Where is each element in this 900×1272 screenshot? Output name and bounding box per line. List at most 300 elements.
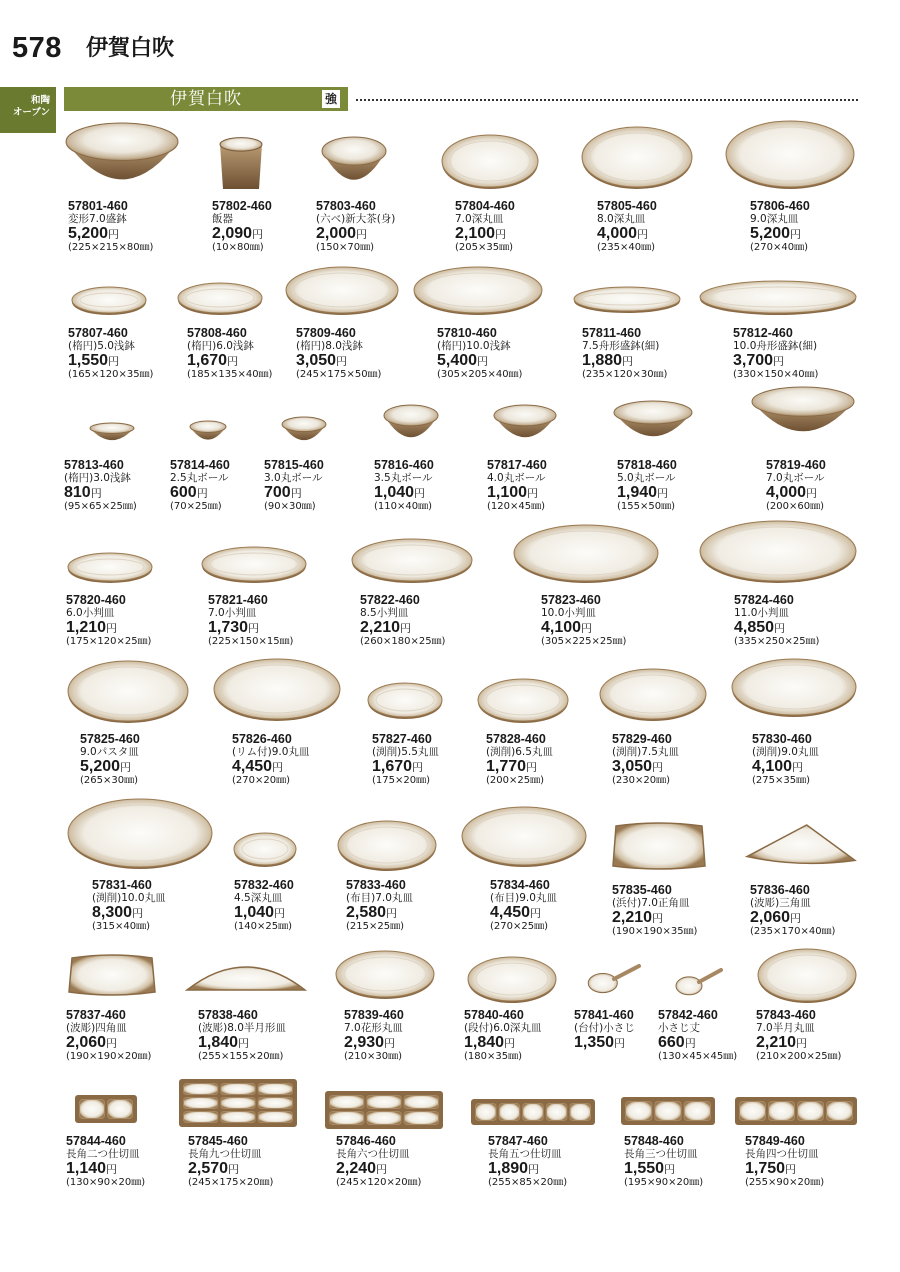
product-name: 11.0小判皿 [734,607,789,619]
yen-unit: 円 [120,761,132,774]
product-name: 7.0花形丸皿 [344,1022,403,1034]
product-code: 57831-460 [92,878,152,892]
product-photo [70,284,148,316]
product-code: 57813-460 [64,458,124,472]
product-name: 長角二つ仕切皿 [66,1148,140,1160]
product-size: (270×40㎜) [750,242,808,253]
product-name: (渕削)10.0丸皿 [92,892,166,904]
product-code: 57824-460 [734,593,794,607]
yen-unit: 円 [412,761,424,774]
product-name: (渕削)5.5丸皿 [372,746,439,758]
product-size: (275×35㎜) [752,775,810,786]
price-value: 2,240 [336,1160,377,1177]
price-value: 1,040 [234,904,275,921]
product-name: 2.5丸ボール [170,472,229,484]
yen-unit: 円 [252,228,264,241]
product-code: 57809-460 [296,326,356,340]
product-price [208,619,259,637]
product-name: (浜付)7.0正角皿 [612,897,690,909]
product-size: (90×30㎜) [264,501,316,512]
product-name: 7.0半月丸皿 [756,1022,815,1034]
product-price [66,1160,117,1178]
product-size: (120×45㎜) [487,501,545,512]
price-value: 1,840 [464,1034,505,1051]
price-value: 4,000 [766,484,807,501]
yen-unit: 円 [106,622,118,635]
product-size: (190×190×20㎜) [66,1051,152,1062]
product-name: 7.5舟形盛鉢(細) [582,340,660,352]
product-price [360,619,411,637]
product-photo [88,422,136,446]
product-price [170,484,208,502]
price-value: 1,890 [488,1160,529,1177]
product-photo [382,404,440,448]
price-value: 5,200 [68,225,109,242]
product-code: 57830-460 [752,732,812,746]
product-photo [466,954,558,1004]
price-value: 4,100 [541,619,582,636]
product-code: 57837-460 [66,1008,126,1022]
product-photo [476,676,570,724]
product-name: (波彫)四角皿 [66,1022,127,1034]
product-name: 5.0丸ボール [617,472,676,484]
product-size: (270×20㎜) [232,775,290,786]
product-size: (185×135×40㎜) [187,369,273,380]
product-size: (10×80㎜) [212,242,264,253]
price-value: 3,700 [733,352,774,369]
product-name: 長角三つ仕切皿 [624,1148,698,1160]
product-photo [674,966,724,998]
yen-unit: 円 [386,907,398,920]
product-size: (245×120×20㎜) [336,1177,422,1188]
price-value: 600 [170,484,197,501]
yen-unit: 円 [581,622,593,635]
price-value: 1,550 [624,1160,665,1177]
price-value: 810 [64,484,91,501]
product-code: 57843-460 [756,1008,816,1022]
product-code: 57840-460 [464,1008,524,1022]
price-value: 8,300 [92,904,133,921]
price-value: 4,850 [734,619,775,636]
yen-unit: 円 [272,761,284,774]
product-photo [280,416,328,448]
product-price [464,1034,515,1052]
price-value: 1,670 [372,758,413,775]
yen-unit: 円 [238,1037,250,1050]
yen-unit: 円 [526,761,538,774]
product-size: (230×20㎜) [612,775,670,786]
yen-unit: 円 [414,487,426,500]
product-price [188,1160,239,1178]
product-name: 9.0パスタ皿 [80,746,139,758]
yen-unit: 円 [108,228,120,241]
yen-unit: 円 [792,761,804,774]
product-price [316,225,367,243]
product-code: 57816-460 [374,458,434,472]
product-photo [620,1096,716,1126]
price-value: 2,210 [612,909,653,926]
yen-unit: 円 [228,1163,240,1176]
product-photo [66,950,158,1000]
price-value: 1,840 [198,1034,239,1051]
product-price [374,484,425,502]
side-tab-line-2: オーブン [12,107,50,118]
product-photo [470,1098,596,1126]
product-size: (180×35㎜) [464,1051,522,1062]
product-code: 57817-460 [487,458,547,472]
product-code: 57834-460 [490,878,550,892]
product-price [574,1034,625,1052]
product-photo [610,818,708,874]
product-photo [324,1090,444,1130]
product-size: (215×25㎜) [346,921,404,932]
product-photo [698,518,858,584]
product-code: 57818-460 [617,458,677,472]
yen-unit: 円 [622,355,634,368]
price-value: 1,880 [582,352,623,369]
product-price [372,758,423,776]
product-name: (六ベ)新大茶(身) [316,213,396,225]
yen-unit: 円 [614,1037,626,1050]
product-name: (台付)小さじ [574,1022,635,1034]
side-category-tab [0,87,56,133]
yen-unit: 円 [785,1163,797,1176]
product-photo [750,386,856,446]
product-code: 57819-460 [766,458,826,472]
product-name: 9.0深丸皿 [750,213,799,225]
product-size: (265×30㎜) [80,775,138,786]
price-value: 2,090 [212,225,253,242]
product-size: (175×20㎜) [372,775,430,786]
product-size: (330×150×40㎜) [733,369,819,380]
product-price [336,1160,387,1178]
product-name: (段付)6.0深丸皿 [464,1022,542,1034]
product-price [198,1034,249,1052]
product-name: 飯器 [212,213,233,225]
product-size: (335×250×25㎜) [734,636,820,647]
price-value: 1,670 [187,352,228,369]
price-value: 5,200 [750,225,791,242]
yen-unit: 円 [290,487,302,500]
product-code: 57839-460 [344,1008,404,1022]
price-value: 1,750 [745,1160,786,1177]
product-code: 57810-460 [437,326,497,340]
product-photo [212,656,342,722]
yen-unit: 円 [106,1163,118,1176]
product-size: (245×175×20㎜) [188,1177,274,1188]
page-title: 伊賀白吹 [86,36,175,61]
product-photo [66,550,154,584]
product-code: 57833-460 [346,878,406,892]
product-code: 57844-460 [66,1134,126,1148]
yen-unit: 円 [400,622,412,635]
product-price [68,352,119,370]
product-code: 57847-460 [488,1134,548,1148]
price-value: 4,000 [597,225,638,242]
price-value: 1,140 [66,1160,107,1177]
product-photo [336,818,438,872]
product-photo [724,118,856,190]
product-name: 7.0深丸皿 [455,213,504,225]
yen-unit: 円 [356,228,368,241]
product-code: 57825-460 [80,732,140,746]
product-name: 4.0丸ボール [487,472,546,484]
product-code: 57823-460 [541,593,601,607]
yen-unit: 円 [274,907,286,920]
yen-unit: 円 [132,907,144,920]
product-name: (楕円)10.0浅鉢 [437,340,511,352]
product-photo [744,822,858,870]
product-size: (200×60㎜) [766,501,824,512]
product-price [658,1034,696,1052]
yen-unit: 円 [527,487,539,500]
product-size: (70×25㎜) [170,501,222,512]
product-price [612,909,663,927]
product-size: (255×90×20㎜) [745,1177,825,1188]
product-price [234,904,285,922]
yen-unit: 円 [248,622,260,635]
product-photo [64,122,180,198]
yen-unit: 円 [336,355,348,368]
product-photo [200,544,308,584]
product-price [66,619,117,637]
product-name: 4.5深丸皿 [234,892,283,904]
product-photo [66,658,190,724]
product-photo [320,136,388,194]
product-price [582,352,633,370]
product-code: 57841-460 [574,1008,634,1022]
product-code: 57829-460 [612,732,672,746]
price-value: 1,210 [66,619,107,636]
product-price [756,1034,807,1052]
yen-unit: 円 [790,228,802,241]
product-photo [366,680,444,720]
product-name: (波彫)三角皿 [750,897,811,909]
product-name: (リム付)9.0丸皿 [232,746,310,758]
price-value: 1,100 [487,484,528,501]
product-code: 57838-460 [198,1008,258,1022]
product-price [745,1160,796,1178]
product-size: (95×65×25㎜) [64,501,137,512]
product-code: 57801-460 [68,199,128,213]
product-code: 57827-460 [372,732,432,746]
product-size: (210×30㎜) [344,1051,402,1062]
product-size: (140×25㎜) [234,921,292,932]
product-photo [586,962,642,996]
product-size: (130×90×20㎜) [66,1177,146,1188]
product-price [344,1034,395,1052]
product-price [346,904,397,922]
product-photo [188,420,228,446]
strength-badge: 強 [322,90,340,108]
yen-unit: 円 [530,907,542,920]
product-price [64,484,102,502]
product-size: (155×50㎜) [617,501,675,512]
product-code: 57828-460 [486,732,546,746]
product-name: (渕削)7.5丸皿 [612,746,679,758]
product-price [80,758,131,776]
yen-unit: 円 [684,1037,696,1050]
product-price [541,619,592,637]
product-size: (235×120×30㎜) [582,369,668,380]
product-name: (渕削)6.5丸皿 [486,746,553,758]
product-photo [184,956,308,996]
product-price [750,909,801,927]
price-value: 5,200 [80,758,121,775]
yen-unit: 円 [108,355,120,368]
product-code: 57815-460 [264,458,324,472]
product-price [66,1034,117,1052]
product-price [187,352,238,370]
product-size: (235×40㎜) [597,242,655,253]
product-price [617,484,668,502]
product-photo [178,1078,298,1128]
product-size: (150×70㎜) [316,242,374,253]
yen-unit: 円 [790,912,802,925]
price-value: 2,570 [188,1160,229,1177]
product-photo [612,400,694,448]
product-name: 長角四つ仕切皿 [745,1148,819,1160]
price-value: 2,060 [66,1034,107,1051]
price-value: 2,060 [750,909,791,926]
price-value: 1,940 [617,484,658,501]
product-price [455,225,506,243]
product-price [296,352,347,370]
yen-unit: 円 [477,355,489,368]
product-code: 57811-460 [582,326,642,340]
dotted-rule [356,99,858,101]
product-code: 57832-460 [234,878,294,892]
product-size: (110×40㎜) [374,501,432,512]
yen-unit: 円 [664,1163,676,1176]
price-value: 4,100 [752,758,793,775]
yen-unit: 円 [495,228,507,241]
price-value: 4,450 [232,758,273,775]
product-size: (225×215×80㎜) [68,242,154,253]
product-name: 変形7.0盛鉢 [68,213,127,225]
product-code: 57820-460 [66,593,126,607]
product-price [92,904,143,922]
product-photo [730,656,858,718]
yen-unit: 円 [384,1037,396,1050]
product-name: (楕円)8.0浅鉢 [296,340,363,352]
product-photo [580,124,694,190]
yen-unit: 円 [806,487,818,500]
price-value: 660 [658,1034,685,1051]
product-photo [512,522,660,584]
product-size: (255×155×20㎜) [198,1051,284,1062]
product-name: 3.0丸ボール [264,472,323,484]
yen-unit: 円 [657,487,669,500]
product-price [752,758,803,776]
yen-unit: 円 [773,355,785,368]
product-code: 57805-460 [597,199,657,213]
product-name: 3.5丸ボール [374,472,433,484]
product-size: (225×150×15㎜) [208,636,294,647]
price-value: 3,050 [296,352,337,369]
price-value: 1,730 [208,619,249,636]
yen-unit: 円 [376,1163,388,1176]
product-name: 10.0小判皿 [541,607,596,619]
product-size: (165×120×35㎜) [68,369,154,380]
product-size: (255×85×20㎜) [488,1177,568,1188]
yen-unit: 円 [90,487,102,500]
product-photo [412,264,544,316]
product-photo [284,264,400,316]
price-value: 2,100 [455,225,496,242]
product-name: 長角九つ仕切皿 [188,1148,262,1160]
product-code: 57803-460 [316,199,376,213]
product-code: 57849-460 [745,1134,805,1148]
price-value: 5,400 [437,352,478,369]
product-name: (楕円)5.0浅鉢 [68,340,135,352]
product-name: (楕円)3.0浅鉢 [64,472,131,484]
product-size: (270×25㎜) [490,921,548,932]
yen-unit: 円 [796,1037,808,1050]
product-name: 7.0丸ボール [766,472,825,484]
price-value: 4,450 [490,904,531,921]
product-name: (渕削)9.0丸皿 [752,746,819,758]
product-size: (260×180×25㎜) [360,636,446,647]
price-value: 2,580 [346,904,387,921]
product-name: 7.0小判皿 [208,607,257,619]
yen-unit: 円 [637,228,649,241]
product-photo [350,536,474,584]
product-price [624,1160,675,1178]
product-photo [698,278,858,316]
price-value: 1,350 [574,1034,615,1051]
product-name: (布目)9.0丸皿 [490,892,557,904]
product-price [488,1160,539,1178]
product-price [612,758,663,776]
product-size: (315×40㎜) [92,921,150,932]
product-size: (210×200×25㎜) [756,1051,842,1062]
product-code: 57812-460 [733,326,793,340]
product-code: 57822-460 [360,593,420,607]
product-price [486,758,537,776]
product-photo [440,132,540,190]
product-name: 長角五つ仕切皿 [488,1148,562,1160]
product-code: 57842-460 [658,1008,718,1022]
product-price [766,484,817,502]
price-value: 2,930 [344,1034,385,1051]
product-code: 57807-460 [68,326,128,340]
product-size: (205×35㎜) [455,242,513,253]
yen-unit: 円 [196,487,208,500]
price-value: 2,210 [360,619,401,636]
product-photo [598,666,708,722]
price-value: 1,550 [68,352,109,369]
product-photo [756,946,858,1004]
product-code: 57848-460 [624,1134,684,1148]
yen-unit: 円 [774,622,786,635]
product-size: (235×170×40㎜) [750,926,836,937]
product-photo [492,404,558,448]
product-code: 57804-460 [455,199,515,213]
price-value: 2,000 [316,225,357,242]
yen-unit: 円 [652,761,664,774]
product-code: 57821-460 [208,593,268,607]
product-price [734,619,785,637]
product-photo [232,830,298,868]
product-price [733,352,784,370]
product-code: 57806-460 [750,199,810,213]
product-size: (305×225×25㎜) [541,636,627,647]
product-name: 8.0深丸皿 [597,213,646,225]
product-code: 57845-460 [188,1134,248,1148]
product-price [597,225,648,243]
product-name: (布目)7.0丸皿 [346,892,413,904]
